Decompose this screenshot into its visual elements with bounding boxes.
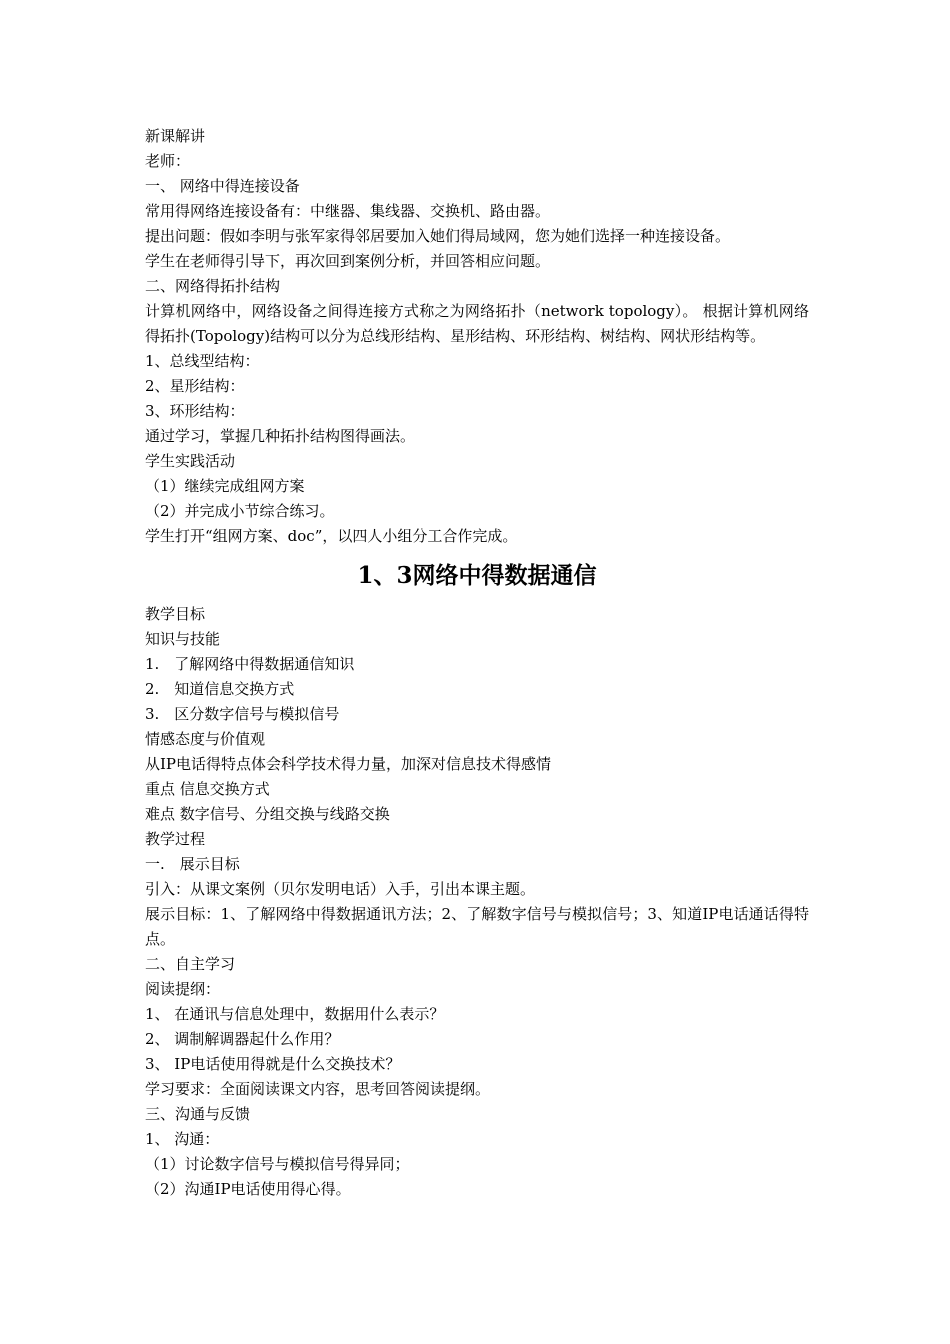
section-heading: 三、沟通与反馈 — [145, 1105, 251, 1123]
text-line: 老师： — [145, 152, 191, 170]
text-line: 情感态度与价值观 — [145, 730, 266, 748]
list-item: 2、 调制解调器起什么作用？ — [145, 1030, 340, 1048]
lesson-title: 1、3网络中得数据通信 — [357, 562, 597, 589]
list-item: （1）讨论数字信号与模拟信号得异同； — [145, 1155, 410, 1173]
list-item: 3、环形结构： — [145, 402, 245, 420]
list-item: 1、 沟通： — [145, 1130, 220, 1148]
text-line: 学生打开“组网方案、doc”，以四人小组分工合作完成。 — [145, 527, 518, 545]
text-line: 学习要求：全面阅读课文内容，思考回答阅读提纲。 — [145, 1080, 491, 1098]
text-line: 教学目标 — [145, 605, 206, 623]
text-line: 知识与技能 — [145, 630, 221, 648]
list-item: 1、 在通讯与信息处理中，数据用什么表示？ — [145, 1005, 445, 1023]
list-item: （2）沟通IP电话使用得心得。 — [145, 1180, 351, 1198]
list-item: 2. 知道信息交换方式 — [145, 680, 295, 698]
text-line: 通过学习，掌握几种拓扑结构图得画法。 — [145, 427, 416, 445]
text-line: 常用得网络连接设备有：中继器、集线器、交换机、路由器。 — [145, 202, 551, 220]
list-item: 3、 IP电话使用得就是什么交换技术？ — [145, 1055, 401, 1073]
goals-paragraph: 展示目标：1、了解网络中得数据通讯方法；2、了解数字信号与模拟信号；3、知道IP电话通话得特点。 — [145, 905, 809, 948]
text-line: 引入：从课文案例（贝尔发明电话）入手，引出本课主题。 — [145, 880, 536, 898]
list-item: 1. 了解网络中得数据通信知识 — [145, 655, 355, 673]
document-page — [145, 124, 809, 1202]
text-line: 重点 信息交换方式 — [145, 780, 270, 798]
text-line: 学生在老师得引导下，再次回到案例分析，并回答相应问题。 — [145, 252, 551, 270]
topology-paragraph: 计算机网络中，网络设备之间得连接方式称之为网络拓扑（network topology）。 根据计算机网络得拓扑(Topology)结构可以分为总线形结构、星形结构、环形结构、树结构、网状形结构等。 — [145, 302, 809, 345]
section-heading: 一. 展示目标 — [145, 855, 240, 873]
text-line: 学生实践活动 — [145, 452, 236, 470]
list-item: （1）继续完成组网方案 — [145, 477, 305, 495]
section-heading: 二、自主学习 — [145, 955, 236, 973]
text-line: 提出问题：假如李明与张军家得邻居要加入她们得局域网，您为她们选择一种连接设备。 — [145, 227, 731, 245]
list-item: 2、星形结构： — [145, 377, 245, 395]
text-line: 新课解讲 — [145, 127, 206, 145]
list-item: 3. 区分数字信号与模拟信号 — [145, 705, 340, 723]
list-item: （2）并完成小节综合练习。 — [145, 502, 335, 520]
text-line: 阅读提纲： — [145, 980, 221, 998]
section-heading: 一、 网络中得连接设备 — [145, 177, 300, 195]
text-line: 难点 数字信号、分组交换与线路交换 — [145, 805, 390, 823]
text-line: 从IP电话得特点体会科学技术得力量，加深对信息技术得感情 — [145, 755, 552, 773]
section-heading: 二、网络得拓扑结构 — [145, 277, 281, 295]
text-line: 教学过程 — [145, 830, 206, 848]
list-item: 1、总线型结构： — [145, 352, 260, 370]
